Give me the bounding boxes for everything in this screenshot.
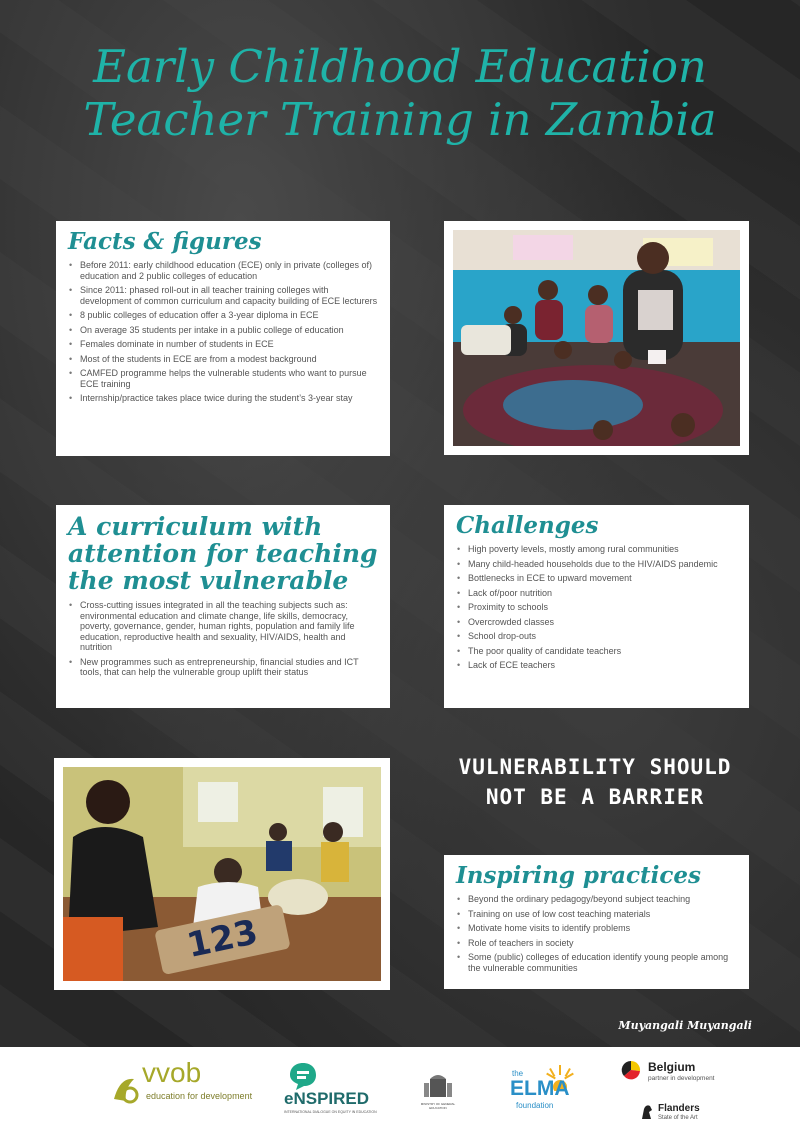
list-item: • On average 35 students per intake in a public college of education bbox=[68, 325, 378, 336]
list-item: • Cross-cutting issues integrated in all the teaching subjects such as: environmental education and climate change, life skills, democracy, poverty, governance, gender, human rights, population and family life education, reproductive health and sexuality, HIV/AIDS, health and nutrition bbox=[68, 600, 378, 653]
elma-tagline: foundation bbox=[516, 1101, 554, 1110]
photo-credit: Muyangali Muyangali bbox=[618, 1019, 752, 1032]
list-item: • Bottlenecks in ECE to upward movement bbox=[456, 573, 737, 584]
title-line-1: Early Childhood Education bbox=[93, 40, 707, 93]
challenges-list bbox=[456, 544, 737, 671]
inspiring-card bbox=[444, 855, 749, 989]
list-item: • Since 2011: phased roll-out in all teacher training colleges with development of common curriculum and capacity building of ECE lecturers bbox=[68, 285, 378, 306]
photo-classroom-children bbox=[444, 221, 749, 455]
list-item: • School drop-outs bbox=[456, 631, 737, 642]
belgium-flag-icon bbox=[620, 1059, 642, 1081]
list-item: • Training on use of low cost teaching materials bbox=[456, 909, 737, 920]
page-title bbox=[0, 40, 800, 146]
curriculum-list bbox=[68, 600, 378, 678]
enspired-chat-icon bbox=[288, 1061, 318, 1091]
curriculum-heading-line-3: the most vulnerable bbox=[68, 566, 349, 595]
list-item: • Most of the students in ECE are from a modest background bbox=[68, 354, 378, 365]
list-item: • Proximity to schools bbox=[456, 602, 737, 613]
list-item: • 8 public colleges of education offer a 3-year diploma in ECE bbox=[68, 310, 378, 321]
flanders-logo bbox=[640, 1103, 740, 1127]
enspired-logo bbox=[282, 1061, 392, 1121]
ministry-text: MINISTRY OF GENERAL EDUCATION bbox=[420, 1102, 456, 1110]
curriculum-heading bbox=[68, 513, 378, 594]
slogan-line-2: NOT BE A BARRIER bbox=[485, 785, 705, 809]
belgium-logo bbox=[620, 1059, 740, 1087]
belgium-tagline: partner in development bbox=[648, 1075, 715, 1082]
challenges-heading: Challenges bbox=[456, 512, 599, 539]
list-item: • New programmes such as entrepreneurship, financial studies and ICT tools, that can help the vulnerable group uplift their status bbox=[68, 657, 378, 678]
vvob-tagline: education for development bbox=[146, 1091, 253, 1101]
inspiring-heading: Inspiring practices bbox=[456, 862, 701, 889]
enspired-name: eNSPIRED bbox=[284, 1089, 370, 1108]
enspired-tagline: INTERNATIONAL DIALOGUE ON EQUITY IN EDUCATION bbox=[284, 1110, 377, 1114]
students-crafting-illustration bbox=[63, 767, 381, 981]
coat-of-arms-icon bbox=[420, 1071, 456, 1101]
facts-card bbox=[56, 221, 390, 456]
list-item: • Lack of ECE teachers bbox=[456, 660, 737, 671]
slogan bbox=[430, 752, 760, 812]
list-item: • Role of teachers in society bbox=[456, 938, 737, 949]
classroom-children-illustration bbox=[453, 230, 740, 446]
belgium-name: Belgium bbox=[648, 1060, 696, 1074]
elma-the: the bbox=[512, 1069, 524, 1078]
number-cutout: 123 bbox=[183, 912, 262, 967]
facts-heading: Facts & figures bbox=[68, 228, 262, 255]
curriculum-heading-line-1: A curriculum with bbox=[68, 512, 323, 541]
list-item: • Before 2011: early childhood education (ECE) only in private (colleges of) education and 2 public colleges of education bbox=[68, 260, 378, 281]
list-item: • Many child-headed households due to the HIV/AIDS pandemic bbox=[456, 559, 737, 570]
photo-students-crafting bbox=[54, 758, 390, 990]
list-item: • Internship/practice takes place twice during the student’s 3-year stay bbox=[68, 393, 378, 404]
list-item: • Lack of/poor nutrition bbox=[456, 588, 737, 599]
list-item: • Some (public) colleges of education identify young people among the vulnerable communities bbox=[456, 952, 737, 973]
facts-list bbox=[68, 260, 378, 404]
list-item: • Beyond the ordinary pedagogy/beyond subject teaching bbox=[456, 894, 737, 905]
list-item: • High poverty levels, mostly among rural communities bbox=[456, 544, 737, 555]
flanders-name: Flanders bbox=[658, 1103, 700, 1114]
elma-logo bbox=[508, 1063, 588, 1119]
flanders-lion-icon bbox=[640, 1103, 654, 1121]
vvob-name: vvob bbox=[142, 1057, 202, 1088]
list-item: • The poor quality of candidate teachers bbox=[456, 646, 737, 657]
flanders-tagline: State of the Art bbox=[658, 1115, 698, 1121]
list-item: • Females dominate in number of students in ECE bbox=[68, 339, 378, 350]
ministry-logo bbox=[420, 1071, 456, 1119]
list-item: • Motivate home visits to identify problems bbox=[456, 923, 737, 934]
footer-logos bbox=[0, 1047, 800, 1131]
title-line-2: Teacher Training in Zambia bbox=[83, 93, 717, 146]
inspiring-list bbox=[456, 894, 737, 973]
elma-name: ELMA bbox=[510, 1077, 570, 1100]
challenges-card bbox=[444, 505, 749, 708]
slogan-line-1: VULNERABILITY SHOULD bbox=[458, 755, 732, 779]
curriculum-card bbox=[56, 505, 390, 708]
list-item: • Overcrowded classes bbox=[456, 617, 737, 628]
list-item: • CAMFED programme helps the vulnerable students who want to pursue ECE training bbox=[68, 368, 378, 389]
vvob-logo bbox=[106, 1059, 256, 1109]
curriculum-heading-line-2: attention for teaching bbox=[68, 539, 378, 568]
